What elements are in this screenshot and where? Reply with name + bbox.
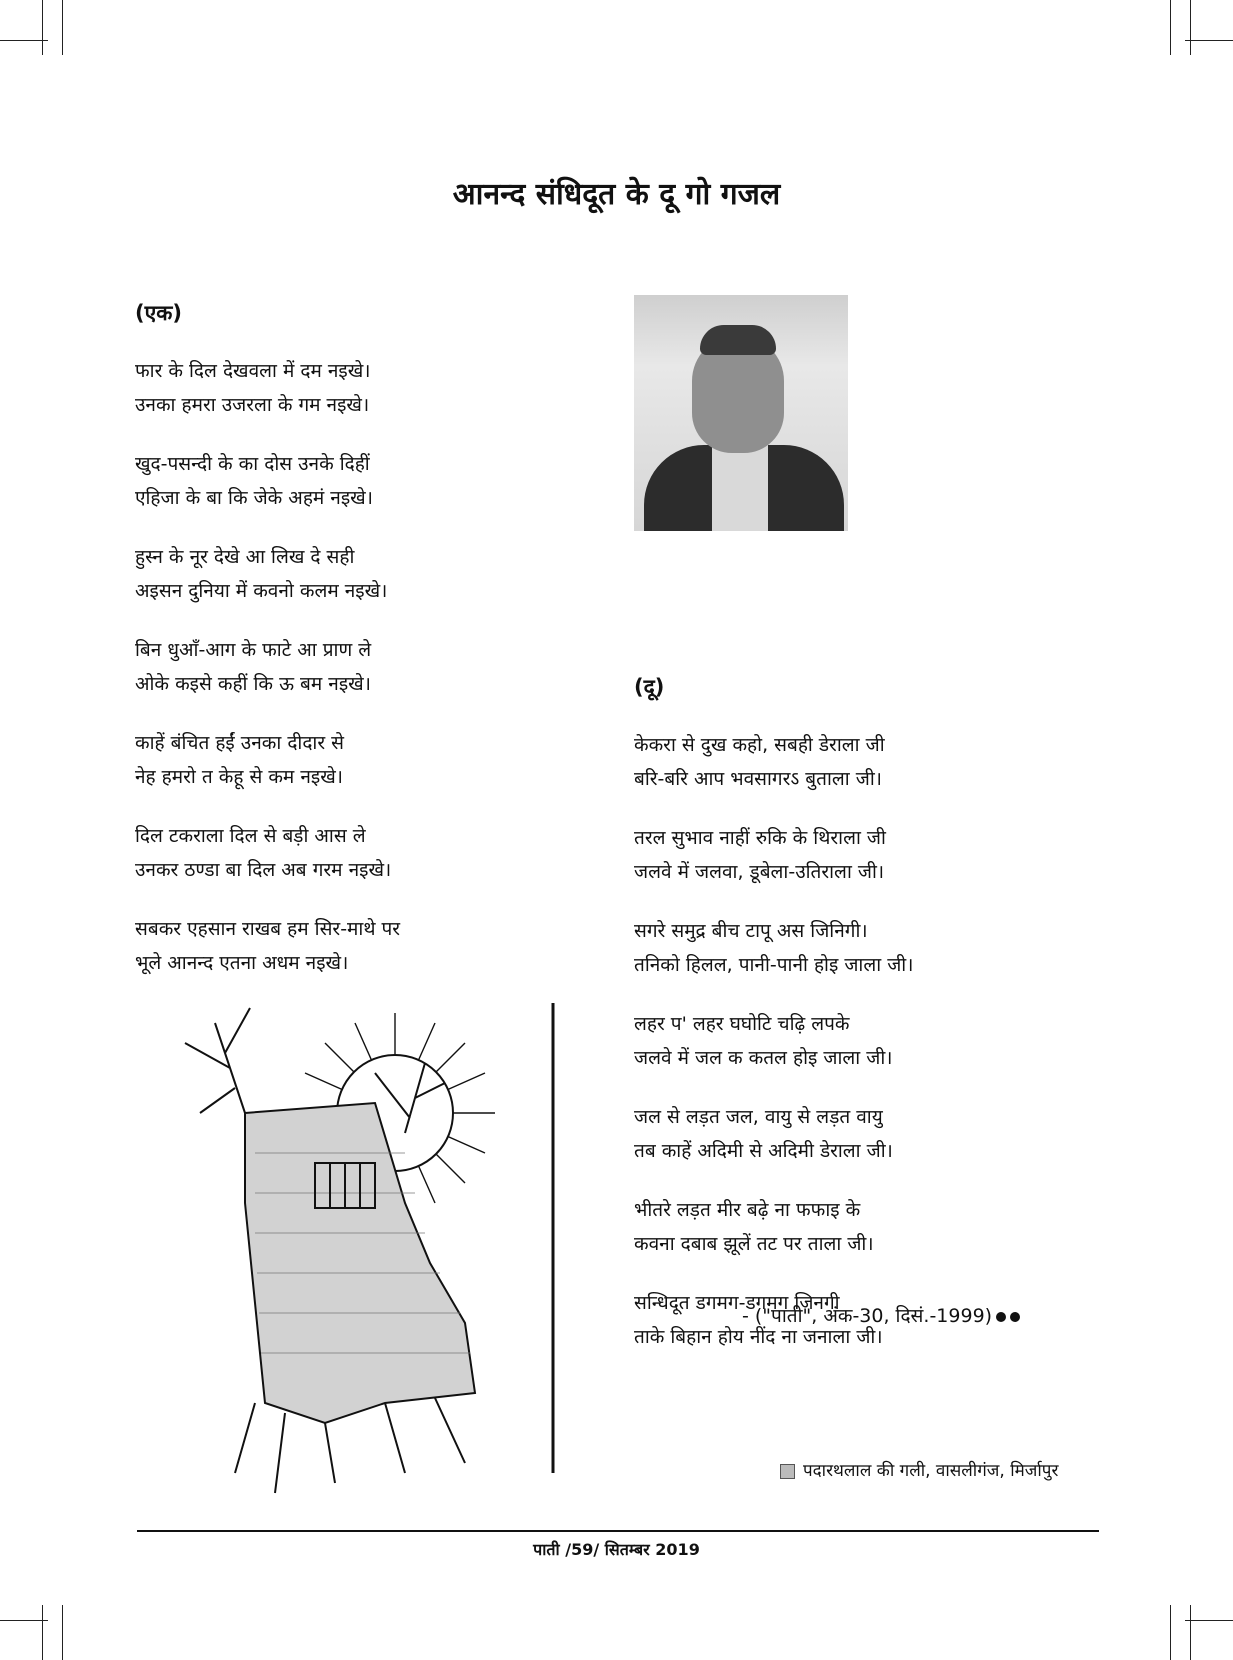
stanza <box>634 1007 913 1075</box>
verse-line: तरल सुभाव नाहीं रुकि के थिराला जी <box>634 827 886 849</box>
verse-line: जलवे में जलवा, डूबेला-उतिराला जी। <box>634 861 885 883</box>
photo-collar <box>712 445 768 531</box>
stanza <box>135 912 400 980</box>
verse-line: तब काहें अदिमी से अदिमी डेराला जी। <box>634 1140 893 1162</box>
ghazal-one <box>135 296 400 1005</box>
address-text: पदारथलाल की गली, वासलीगंज, मिर्जापुर <box>803 1461 1059 1481</box>
verse-line: ताके बिहान होय नींद ना जनाला जी। <box>634 1326 883 1348</box>
verse-line: उनकर ठण्डा बा दिल अब गरम नइखे। <box>135 859 392 881</box>
square-bullet-icon <box>780 1464 795 1479</box>
ghazal-one-heading: (एक) <box>135 301 182 325</box>
crop-mark <box>62 1605 63 1660</box>
verse-line: दिल टकराला दिल से बड़ी आस ले <box>135 825 366 847</box>
crop-mark <box>1170 0 1171 55</box>
verse-line: तनिको हिलल, पानी-पानी होइ जाला जी। <box>634 954 914 976</box>
verse-line: भूले आनन्द एतना अधम नइखे। <box>135 952 349 974</box>
stanza <box>135 540 400 608</box>
stanza <box>634 821 913 889</box>
stanza <box>634 1100 913 1168</box>
stanza <box>634 1193 913 1261</box>
verse-line: जल से लड़त जल, वायु से लड़त वायु <box>634 1106 883 1128</box>
crop-mark <box>0 1620 48 1621</box>
page-footer: पाती /59/ सितम्बर 2019 <box>533 1540 700 1559</box>
crop-mark <box>1170 1605 1171 1660</box>
bullet-icon <box>996 1312 1006 1322</box>
stanza <box>634 914 913 982</box>
stanza <box>135 726 400 794</box>
ghazal-two <box>634 670 913 1379</box>
source-text: - ("पाती", अंक-30, दिसं.-1999) <box>742 1305 993 1327</box>
illustration-sun-wall <box>175 1003 560 1503</box>
crop-mark <box>42 0 43 55</box>
crop-mark <box>62 0 63 55</box>
stanza <box>634 728 913 796</box>
footer-rule <box>137 1530 1099 1532</box>
crop-mark <box>42 1605 43 1660</box>
bullet-icon <box>1010 1312 1020 1322</box>
verse-line: जलवे में जल क कतल होइ जाला जी। <box>634 1047 893 1069</box>
photo-hair <box>700 325 776 355</box>
verse-line: बरि-बरि आप भवसागरऽ बुताला जी। <box>634 768 882 790</box>
stanza <box>135 354 400 422</box>
verse-line: उनका हमरा उजरला के गम नइखे। <box>135 394 370 416</box>
crop-mark <box>1185 40 1233 41</box>
stanza <box>135 819 400 887</box>
crop-mark <box>1185 1620 1233 1621</box>
verse-line: सन्धिदूत डगमग-डगमग जिनगी <box>634 1292 840 1314</box>
verse-line: ओके कइसे कहीं कि ऊ बम नइखे। <box>135 673 371 695</box>
ghazal-two-heading: (दू) <box>634 675 665 699</box>
page-title: आनन्द संधिदूत के दू गो गजल <box>452 177 781 212</box>
verse-line: फार के दिल देखवला में दम नइखे। <box>135 360 371 382</box>
stanza <box>135 447 400 515</box>
verse-line: सगरे समुद्र बीच टापू अस जिनिगी। <box>634 920 868 942</box>
verse-line: एहिजा के बा कि जेके अहमं नइखे। <box>135 487 373 509</box>
verse-line: केकरा से दुख कहो, सबही डेराला जी <box>634 734 885 756</box>
verse-line: खुद-पसन्दी के का दोस उनके दिहीं <box>135 453 370 475</box>
stanza <box>135 633 400 701</box>
crop-mark <box>0 40 48 41</box>
verse-line: कवना दबाब झूलें तट पर ताला जी। <box>634 1233 874 1255</box>
verse-line: बिन धुआँ-आग के फाटे आ प्राण ले <box>135 639 372 661</box>
author-photo <box>634 295 848 531</box>
address <box>780 1458 1058 1481</box>
verse-line: लहर प' लहर घघोटि चढ़ि लपके <box>634 1013 850 1035</box>
crop-mark <box>1190 0 1191 55</box>
verse-line: हुस्न के नूर देखे आ लिख दे सही <box>135 546 355 568</box>
verse-line: नेह हमरो त केहू से कम नइखे। <box>135 766 343 788</box>
verse-line: अइसन दुनिया में कवनो कलम नइखे। <box>135 580 388 602</box>
crop-mark <box>1190 1605 1191 1660</box>
verse-line: सबकर एहसान राखब हम सिर-माथे पर <box>135 918 401 940</box>
verse-line: काहें बंचित हईं उनका दीदार से <box>135 732 344 754</box>
verse-line: भीतरे लड़त मीर बढ़े ना फफाइ के <box>634 1199 861 1221</box>
source-citation <box>742 1302 1020 1328</box>
